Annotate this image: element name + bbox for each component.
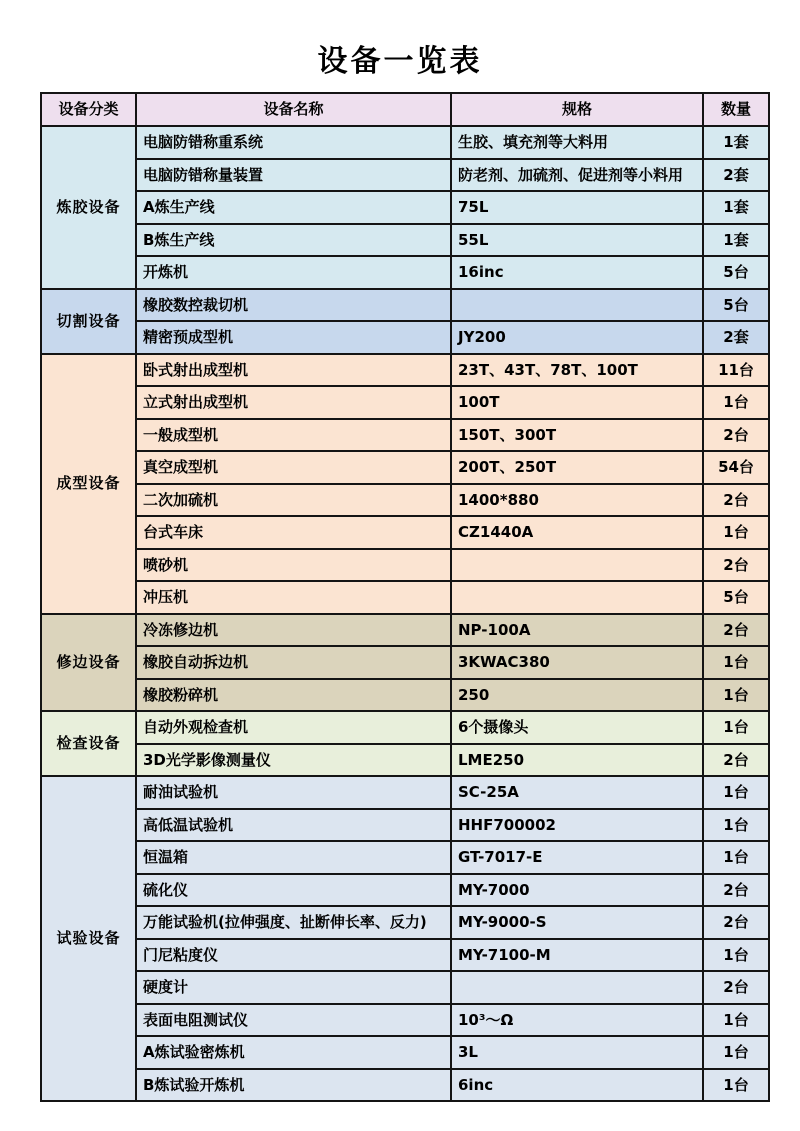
spec-cell: CZ1440A — [451, 516, 703, 549]
table-row — [41, 321, 769, 354]
equipment-name-cell: 电脑防错称重系统 — [136, 126, 451, 159]
quantity-cell: 1台 — [703, 1036, 769, 1069]
spec-cell: 23T、43T、78T、100T — [451, 354, 703, 387]
table-row — [41, 841, 769, 874]
table-row — [41, 256, 769, 289]
equipment-name-cell: B炼试验开炼机 — [136, 1069, 451, 1102]
spec-cell: MY-7100-M — [451, 939, 703, 972]
equipment-name-cell: 冷冻修边机 — [136, 614, 451, 647]
spec-cell: LME250 — [451, 744, 703, 777]
spec-cell — [451, 289, 703, 322]
category-cell: 炼胶设备 — [41, 126, 136, 289]
table-row — [41, 516, 769, 549]
table-row — [41, 224, 769, 257]
table-row — [41, 191, 769, 224]
spec-cell: 6inc — [451, 1069, 703, 1102]
equipment-name-cell: 门尼粘度仪 — [136, 939, 451, 972]
spec-cell: 250 — [451, 679, 703, 712]
equipment-name-cell: 橡胶自动拆边机 — [136, 646, 451, 679]
quantity-cell: 2套 — [703, 321, 769, 354]
quantity-cell: 1台 — [703, 711, 769, 744]
table-row — [41, 484, 769, 517]
table-row — [41, 1069, 769, 1102]
quantity-cell: 2台 — [703, 484, 769, 517]
page-title: 设备一览表 — [317, 44, 483, 79]
quantity-cell: 2套 — [703, 159, 769, 192]
table-row — [41, 159, 769, 192]
col-header-category: 设备分类 — [41, 93, 136, 126]
table-row — [41, 451, 769, 484]
col-header-spec: 规格 — [451, 93, 703, 126]
equipment-name-cell: A炼生产线 — [136, 191, 451, 224]
spec-cell: 75L — [451, 191, 703, 224]
quantity-cell: 1套 — [703, 224, 769, 257]
spec-cell: HHF700002 — [451, 809, 703, 842]
equipment-name-cell: 耐油试验机 — [136, 776, 451, 809]
equipment-name-cell: 开炼机 — [136, 256, 451, 289]
quantity-cell: 1台 — [703, 386, 769, 419]
equipment-table — [40, 92, 770, 1102]
spec-cell: 200T、250T — [451, 451, 703, 484]
spec-cell: 100T — [451, 386, 703, 419]
category-cell: 切割设备 — [41, 289, 136, 354]
equipment-name-cell: 万能试验机(拉伸强度、扯断伸长率、反力) — [136, 906, 451, 939]
equipment-name-cell: 冲压机 — [136, 581, 451, 614]
equipment-name-cell: 精密预成型机 — [136, 321, 451, 354]
category-cell: 试验设备 — [41, 776, 136, 1101]
spec-cell: MY-7000 — [451, 874, 703, 907]
header-row — [41, 93, 769, 126]
spec-cell: 55L — [451, 224, 703, 257]
equipment-name-cell: 橡胶粉碎机 — [136, 679, 451, 712]
quantity-cell: 1台 — [703, 679, 769, 712]
table-row — [41, 1004, 769, 1037]
equipment-name-cell: 恒温箱 — [136, 841, 451, 874]
equipment-name-cell: 3D光学影像测量仪 — [136, 744, 451, 777]
spec-cell: 1400*880 — [451, 484, 703, 517]
equipment-name-cell: 一般成型机 — [136, 419, 451, 452]
quantity-cell: 1台 — [703, 1069, 769, 1102]
equipment-name-cell: 硬度计 — [136, 971, 451, 1004]
table-row — [41, 744, 769, 777]
quantity-cell: 11台 — [703, 354, 769, 387]
table-row — [41, 386, 769, 419]
quantity-cell: 2台 — [703, 549, 769, 582]
equipment-name-cell: 高低温试验机 — [136, 809, 451, 842]
quantity-cell: 1台 — [703, 646, 769, 679]
equipment-name-cell: 自动外观检查机 — [136, 711, 451, 744]
spec-cell: JY200 — [451, 321, 703, 354]
spec-cell: 3L — [451, 1036, 703, 1069]
table-row — [41, 646, 769, 679]
equipment-name-cell: 硫化仪 — [136, 874, 451, 907]
quantity-cell: 1台 — [703, 939, 769, 972]
quantity-cell: 2台 — [703, 906, 769, 939]
table-row — [41, 126, 769, 159]
spec-cell — [451, 581, 703, 614]
category-cell: 修边设备 — [41, 614, 136, 712]
spec-cell: 生胶、填充剂等大料用 — [451, 126, 703, 159]
equipment-name-cell: 二次加硫机 — [136, 484, 451, 517]
quantity-cell: 5台 — [703, 289, 769, 322]
spec-cell: 150T、300T — [451, 419, 703, 452]
equipment-name-cell: 电脑防错称量装置 — [136, 159, 451, 192]
quantity-cell: 2台 — [703, 419, 769, 452]
table-row — [41, 809, 769, 842]
equipment-name-cell: 真空成型机 — [136, 451, 451, 484]
spec-cell: 10³～Ω — [451, 1004, 703, 1037]
equipment-name-cell: B炼生产线 — [136, 224, 451, 257]
category-cell: 成型设备 — [41, 354, 136, 614]
quantity-cell: 2台 — [703, 614, 769, 647]
quantity-cell: 1台 — [703, 1004, 769, 1037]
table-row — [41, 971, 769, 1004]
table-row — [41, 614, 769, 647]
equipment-name-cell: 橡胶数控裁切机 — [136, 289, 451, 322]
spec-cell: 6个摄像头 — [451, 711, 703, 744]
equipment-name-cell: 喷砂机 — [136, 549, 451, 582]
table-row — [41, 679, 769, 712]
spec-cell — [451, 549, 703, 582]
equipment-name-cell: 立式射出成型机 — [136, 386, 451, 419]
spec-cell — [451, 971, 703, 1004]
table-row — [41, 1036, 769, 1069]
table-row — [41, 776, 769, 809]
equipment-name-cell: 表面电阻测试仪 — [136, 1004, 451, 1037]
quantity-cell: 5台 — [703, 256, 769, 289]
quantity-cell: 2台 — [703, 744, 769, 777]
equipment-name-cell: 卧式射出成型机 — [136, 354, 451, 387]
spec-cell: SC-25A — [451, 776, 703, 809]
table-row — [41, 289, 769, 322]
table-row — [41, 711, 769, 744]
table-row — [41, 581, 769, 614]
table-row — [41, 939, 769, 972]
quantity-cell: 1套 — [703, 191, 769, 224]
quantity-cell: 5台 — [703, 581, 769, 614]
quantity-cell: 1台 — [703, 809, 769, 842]
table-row — [41, 874, 769, 907]
col-header-qty: 数量 — [703, 93, 769, 126]
table-row — [41, 906, 769, 939]
quantity-cell: 1套 — [703, 126, 769, 159]
spec-cell: 3KWAC380 — [451, 646, 703, 679]
table-row — [41, 419, 769, 452]
quantity-cell: 54台 — [703, 451, 769, 484]
equipment-name-cell: 台式车床 — [136, 516, 451, 549]
quantity-cell: 1台 — [703, 841, 769, 874]
table-row — [41, 354, 769, 387]
col-header-name: 设备名称 — [136, 93, 451, 126]
spec-cell: MY-9000-S — [451, 906, 703, 939]
quantity-cell: 2台 — [703, 971, 769, 1004]
spec-cell: 防老剂、加硫剂、促进剂等小料用 — [451, 159, 703, 192]
quantity-cell: 2台 — [703, 874, 769, 907]
category-cell: 检查设备 — [41, 711, 136, 776]
spec-cell: NP-100A — [451, 614, 703, 647]
quantity-cell: 1台 — [703, 776, 769, 809]
equipment-name-cell: A炼试验密炼机 — [136, 1036, 451, 1069]
spec-cell: GT-7017-E — [451, 841, 703, 874]
table-row — [41, 549, 769, 582]
quantity-cell: 1台 — [703, 516, 769, 549]
spec-cell: 16inc — [451, 256, 703, 289]
